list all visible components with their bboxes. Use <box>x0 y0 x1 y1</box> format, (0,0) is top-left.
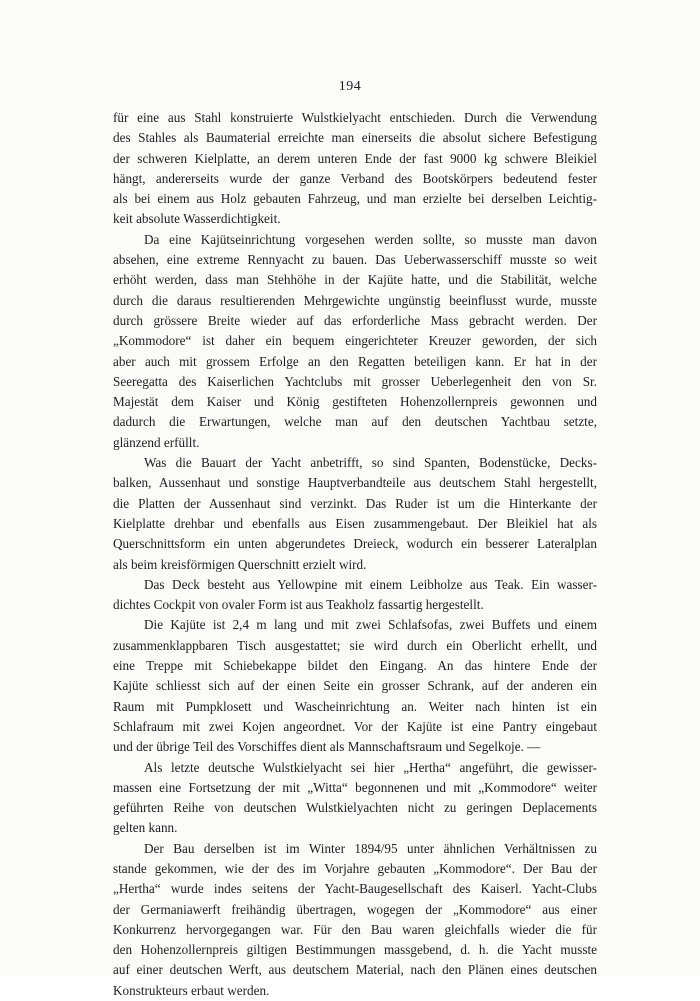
text-line: gelten kann. <box>113 820 178 836</box>
text-line: als beim kreisförmigen Querschnitt erzielt wird. <box>113 556 367 572</box>
text-line: balken, Aussenhaut und sonstige Hauptverbandteile aus deutschem Stahl hergestellt, <box>113 475 597 491</box>
text-line: Das Deck besteht aus Yellowpine mit einem Leibholze aus Teak. Ein wasser- <box>144 576 597 592</box>
text-line: Querschnittsform ein unten abgerundetes Dreieck, wodurch ein besserer Lateralplan <box>113 536 597 552</box>
page-number: 194 <box>338 79 362 94</box>
text-line: dadurch die Erwartungen, welche man auf den deutschen Yachtbau setzte, <box>113 414 597 430</box>
text-line: für eine aus Stahl konstruierte Wulstkielyacht entschieden. Durch die Verwendung <box>113 110 597 125</box>
text-line: Schlafraum mit zwei Kojen angeordnet. Vor der Kajüte ist eine Pantry eingebaut <box>113 718 597 734</box>
text-line: Da eine Kajütseinrichtung vorgesehen werden sollte, so musste man davon <box>144 231 597 247</box>
text-line: „Hertha“ wurde indes seitens der Yacht-Baugesellschaft des Kaiserl. Yacht-Clubs <box>113 881 597 897</box>
text-line: als bei einem aus Holz gebauten Fahrzeug, und man erzielte bei derselben Leichtig- <box>113 191 597 207</box>
text-line: glänzend erfüllt. <box>113 434 200 450</box>
text-line: der Germaniawerft freihändig übertragen, wogegen der „Kommodore“ aus einer <box>113 901 597 917</box>
text-line: Was die Bauart der Yacht anbetrifft, so sind Spanten, Bodenstücke, Decks- <box>144 455 597 471</box>
text-line: durch die daraus resultierenden Mehrgewichte ungünstig beeinflusst wurde, musste <box>113 292 597 308</box>
text-line: stande gekommen, wie der des im Vorjahre gebauten „Kommodore“. Der Bau der <box>113 860 597 876</box>
text-line: absehen, eine extreme Rennyacht zu bauen. Das Ueberwasserschiff musste so weit <box>113 252 597 268</box>
text-line: Als letzte deutsche Wulstkielyacht sei hier „Hertha“ angeführt, die gewisser- <box>144 759 597 775</box>
text-line: Konkurrenz hervorgegangen war. Für den Bau waren gleichfalls wieder die für <box>113 921 597 937</box>
text-line: der schweren Kielplatte, an derem unteren Ende der fast 9000 kg schwere Bleikiel <box>113 150 597 166</box>
text-line: und der übrige Teil des Vorschiffes dient als Mannschaftsraum und Segelkoje. — <box>113 739 541 755</box>
text-line: Majestät dem Kaiser und König gestifteten Hohenzollernpreis gewonnen und <box>113 394 597 410</box>
text-line: Konstrukteurs erbaut werden. <box>113 982 270 998</box>
text-line: Raum mit Pumpklosett und Wascheinrichtung an. Weiter nach hinten ist ein <box>113 698 597 714</box>
text-line: Der Bau derselben ist im Winter 1894/95 unter ähnlichen Verhältnissen zu <box>144 840 597 856</box>
text-line: massen eine Fortsetzung der mit „Witta“ begonnenen und mit „Kommodore“ weiter <box>113 779 597 795</box>
body-text <box>113 108 597 1001</box>
text-line: auf einer deutschen Werft, aus deutschem Material, nach den Plänen eines deutschen <box>113 962 597 978</box>
text-line: geführten Reihe von deutschen Wulstkielyachten nicht zu geringen Deplacements <box>113 800 597 816</box>
text-line: den Hohenzollernpreis giltigen Bestimmungen massgebend, d. h. die Yacht musste <box>113 942 597 958</box>
text-line: Seeregatta des Kaiserlichen Yachtclubs mit grosser Ueberlegenheit den von Sr. <box>113 373 597 389</box>
text-line: keit absolute Wasserdichtigkeit. <box>113 211 281 227</box>
text-line: „Kommodore“ ist daher ein bequem eingerichteter Kreuzer geworden, der sich <box>113 333 597 349</box>
text-line: eine Treppe mit Schiebekappe bildet den Eingang. An das hintere Ende der <box>113 658 597 674</box>
text-line: aber auch mit grossem Erfolge an den Regatten beteiligen kann. Er hat in der <box>113 353 597 369</box>
text-line: Die Kajüte ist 2,4 m lang und mit zwei Schlafsofas, zwei Buffets und einem <box>144 617 597 633</box>
text-line: die Platten der Aussenhaut sind verzinkt. Das Ruder ist um die Hinterkante der <box>113 495 597 511</box>
text-line: durch grössere Breite wieder auf das erforderliche Mass gebracht werden. Der <box>113 312 597 328</box>
text-line: dichtes Cockpit von ovaler Form ist aus Teakholz fassartig hergestellt. <box>113 597 484 613</box>
text-line: Kajüte schliesst sich auf der einen Seite ein grosser Schrank, auf der anderen ein <box>113 678 597 694</box>
text-line: hängt, andererseits wurde der ganze Verband des Bootskörpers bedeutend fester <box>113 170 597 186</box>
text-line: Kielplatte drehbar und ebenfalls aus Eisen zusammengebaut. Der Bleikiel hat als <box>113 515 597 531</box>
text-line: zusammenklappbaren Tisch ausgestattet; sie wird durch ein Oberlicht erhellt, und <box>113 637 597 653</box>
text-line: des Stahles als Baumaterial erreichte man einerseits die absolut sichere Befestigung <box>113 130 597 146</box>
text-line: erhöht werden, dass man Stehhöhe in der Kajüte hatte, und die Stabilität, welche <box>113 272 597 288</box>
